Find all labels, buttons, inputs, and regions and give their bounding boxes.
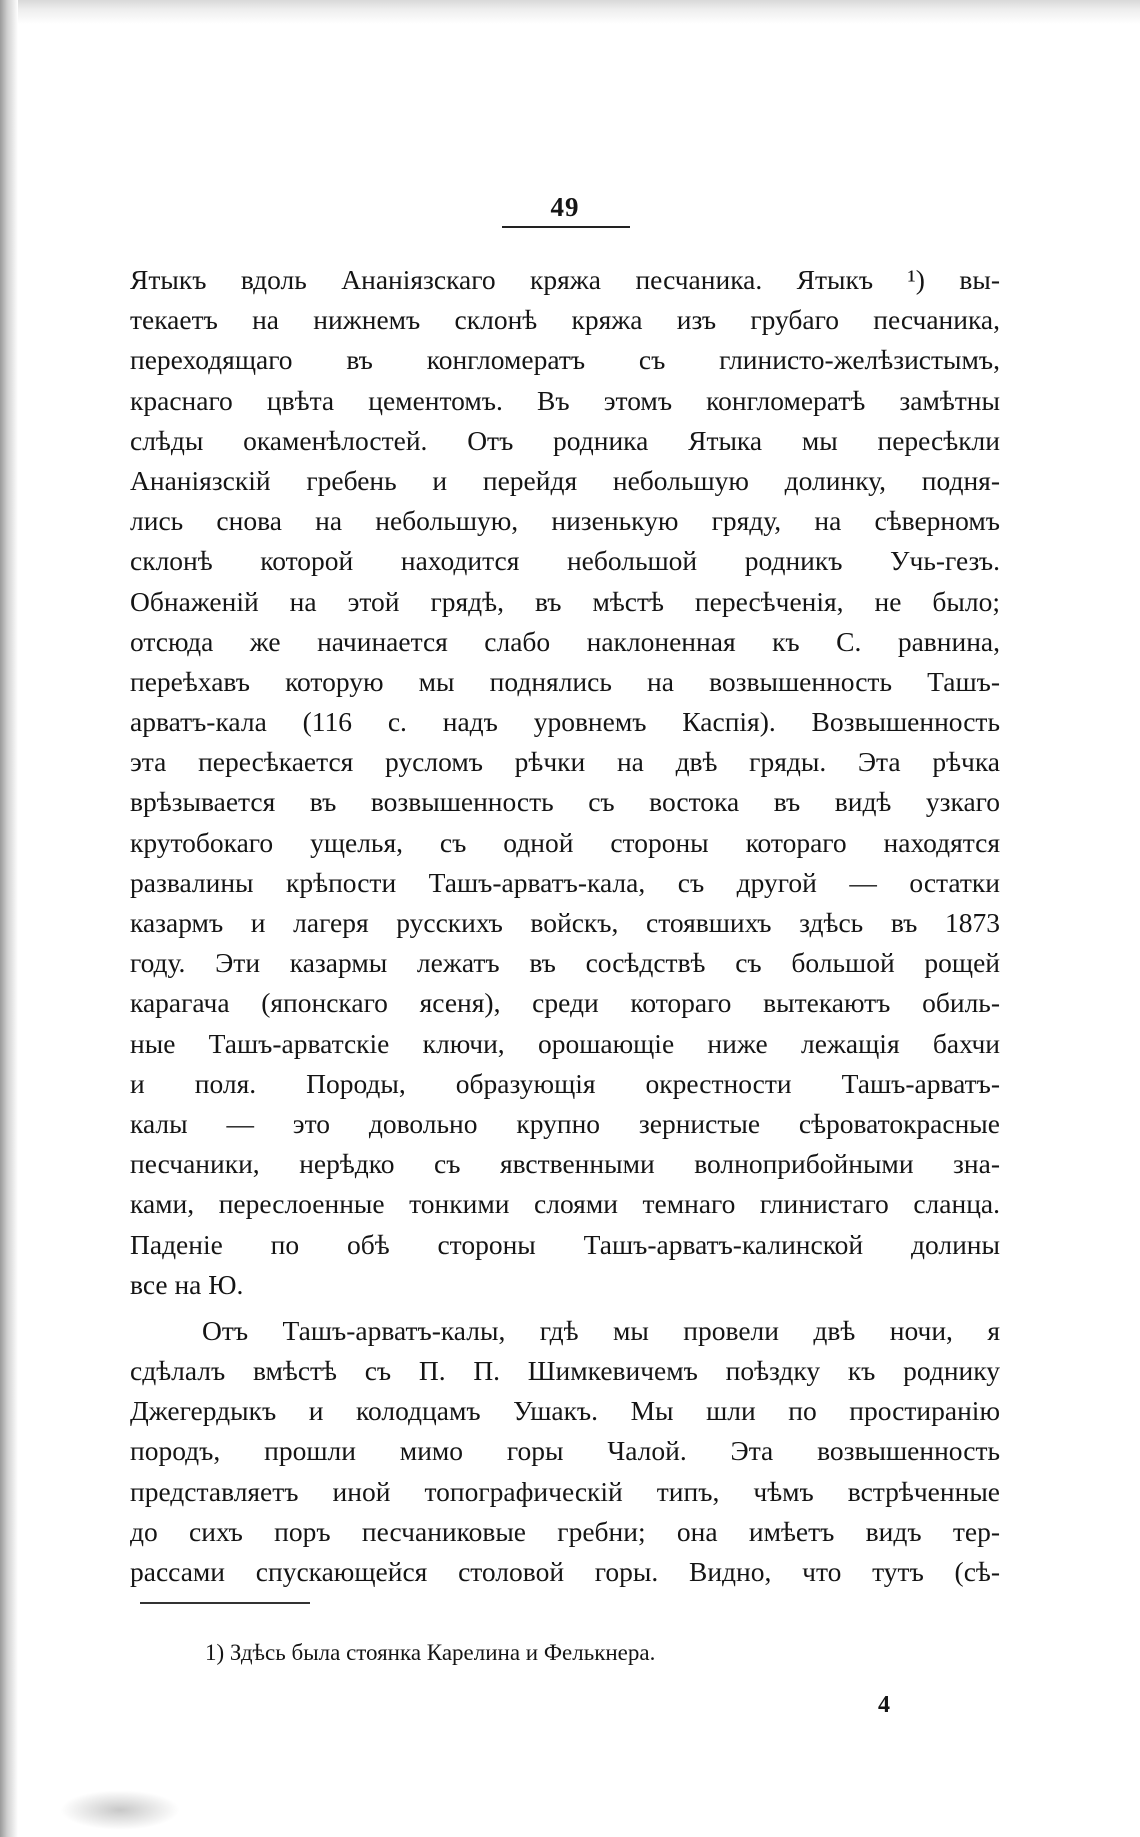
text-line: крутобокаго ущелья, съ одной стороны котораго находятся xyxy=(130,826,1000,858)
text-line: Паденіе по обѣ стороны Ташъ-арватъ-калинской долины xyxy=(130,1228,1000,1260)
text-line: развалины крѣпости Ташъ-арватъ-кала, съ другой — остатки xyxy=(130,866,1000,898)
text-line: калы — это довольно крупно зернистые сѣроватокрасные xyxy=(130,1107,1000,1139)
text-line: арватъ-кала (116 с. надъ уровнемъ Каспія). Возвышенность xyxy=(130,706,1000,738)
scan-smudge xyxy=(60,1790,180,1830)
text-line: Ананіязскій гребень и перейдя небольшую долинку, подня- xyxy=(130,464,1000,496)
header-rule xyxy=(502,226,630,228)
text-line: эта пересѣкается русломъ рѣчки на двѣ гряды. Эта рѣчка xyxy=(130,746,1000,778)
text-line: лись снова на небольшую, низенькую гряду, на сѣверномъ xyxy=(130,505,1000,537)
text-line: краснаго цвѣта цементомъ. Въ этомъ конгломератѣ замѣтны xyxy=(130,384,1000,416)
text-line: породъ, прошли мимо горы Чалой. Эта возвышенность xyxy=(130,1435,1000,1467)
text-line: сдѣлалъ вмѣстѣ съ П. П. Шимкевичемъ поѣздку къ роднику xyxy=(130,1355,1000,1387)
text-line: году. Эти казармы лежатъ въ сосѣдствѣ съ большой рощей xyxy=(130,947,1000,979)
text-line: все на Ю. xyxy=(130,1268,244,1300)
text-line: ками, переслоенные тонкими слоями темнаго глинистаго сланца. xyxy=(130,1188,1000,1220)
page-number: 49 xyxy=(550,192,580,222)
text-line: отсюда же начинается слабо наклоненная къ С. равнина, xyxy=(130,625,1000,657)
body-text xyxy=(130,260,1000,1592)
text-line: Отъ Ташъ-арватъ-калы, гдѣ мы провели двѣ ночи, я xyxy=(202,1314,1000,1346)
text-line: песчаники, нерѣдко съ явственными волноприбойными зна- xyxy=(130,1148,1000,1180)
text-line: Джегердыкъ и колодцамъ Ушакъ. Мы шли по простиранію xyxy=(130,1395,1000,1427)
text-line: казармъ и лагеря русскихъ войскъ, стоявшихъ здѣсь въ 1873 xyxy=(130,907,1000,938)
text-line: склонѣ которой находится небольшой родникъ Учь-гезъ. xyxy=(130,545,1000,577)
text-line: переходящаго въ конгломератъ съ глинисто-желѣзистымъ, xyxy=(130,344,1000,376)
scan-edge-left xyxy=(0,0,18,1837)
text-line: слѣды окаменѣлостей. Отъ родника Ятыка мы пересѣкли xyxy=(130,424,1000,456)
text-line: рассами спускающейся столовой горы. Видно, что тутъ (сѣ- xyxy=(130,1556,1000,1587)
text-line: переѣхавъ которую мы поднялись на возвышенность Ташъ- xyxy=(130,665,1000,697)
paragraph-1 xyxy=(130,260,1000,1305)
text-line: представляетъ иной топографическій типъ, чѣмъ встрѣченные xyxy=(130,1475,1000,1507)
text-line: Ятыкъ вдоль Ананіязскаго кряжа песчаника. Ятыкъ ¹) вы- xyxy=(130,264,1000,295)
text-line: и поля. Породы, образующія окрестности Ташъ-арватъ- xyxy=(130,1067,1000,1099)
signature-mark: 4 xyxy=(878,1692,890,1718)
scan-edge-top xyxy=(0,0,1140,24)
text-line: карагача (японскаго ясеня), среди котораго вытекаютъ обиль- xyxy=(130,987,1000,1019)
paragraph-2 xyxy=(130,1311,1000,1592)
footnote-rule xyxy=(140,1602,310,1604)
text-line: Обнаженій на этой грядѣ, въ мѣстѣ пересѣченія, не было; xyxy=(130,585,1000,617)
text-line: текаетъ на нижнемъ склонѣ кряжа изъ грубаго песчаника, xyxy=(130,304,1000,336)
text-line: врѣзывается въ возвышенность съ востока въ видѣ узкаго xyxy=(130,786,1000,818)
text-line: ные Ташъ-арватскіе ключи, орошающіе ниже лежащія бахчи xyxy=(130,1027,1000,1059)
footnote: 1) Здѣсь была стоянка Карелина и Фелькнера. xyxy=(205,1640,656,1665)
text-line: до сихъ поръ песчаниковые гребни; она имѣетъ видъ тер- xyxy=(130,1515,1000,1547)
